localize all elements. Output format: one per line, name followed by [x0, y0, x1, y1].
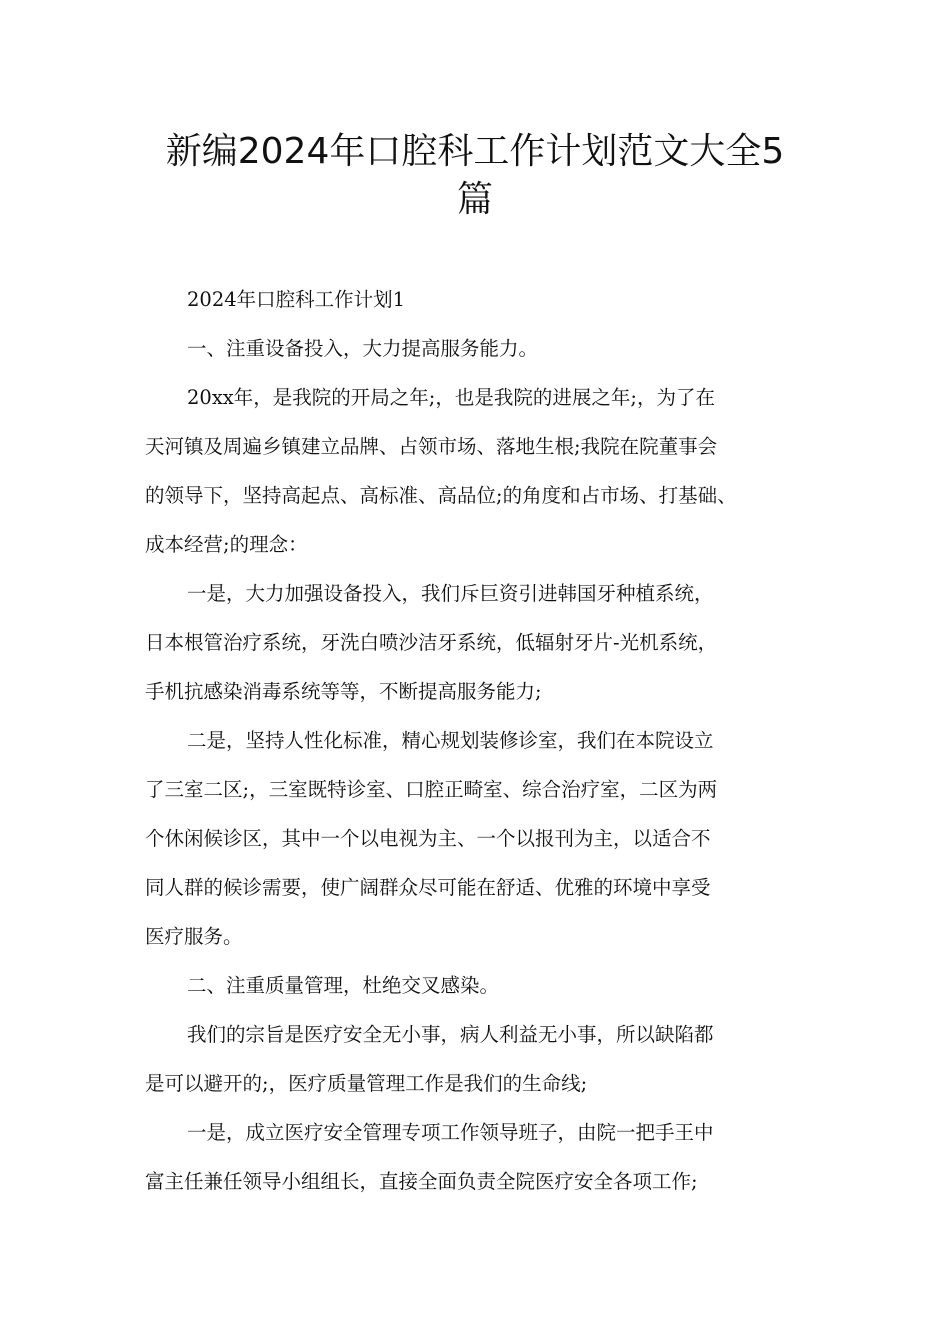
section-heading [145, 288, 825, 312]
paragraph [145, 729, 825, 949]
paragraph [145, 582, 825, 704]
document-body [145, 288, 825, 1219]
text-line: 我们的宗旨是医疗安全无小事，病人利益无小事，所以缺陷都 [187, 1023, 714, 1046]
text-line: 天河镇及周遍乡镇建立品牌、占领市场、落地生根;我院在院董事会 [145, 435, 718, 458]
text-line: 同人群的候诊需要，使广阔群众尽可能在舒适、优雅的环境中享受 [145, 876, 711, 899]
title-line: 篇 [456, 179, 493, 220]
section-heading [145, 974, 825, 998]
text-line: 2024年口腔科工作计划1 [187, 288, 406, 311]
text-line: 二是，坚持人性化标准，精心规划装修诊室，我们在本院设立 [187, 729, 714, 752]
paragraph [145, 1121, 825, 1194]
text-line: 成本经营;的理念： [145, 533, 308, 556]
text-line: 是可以避开的;，医疗质量管理工作是我们的生命线; [145, 1072, 588, 1095]
text-line: 个休闲候诊区，其中一个以电视为主、一个以报刊为主，以适合不 [145, 827, 711, 850]
section-heading [145, 337, 825, 361]
paragraph [145, 386, 825, 557]
text-line: 一是，大力加强设备投入，我们斥巨资引进韩国牙种植系统， [187, 582, 714, 605]
text-line: 富主任兼任领导小组组长，直接全面负责全院医疗安全各项工作; [145, 1170, 698, 1193]
document-title [0, 128, 950, 224]
title-line: 新编2024年口腔科工作计划范文大全5 [165, 131, 785, 172]
text-line: 手机抗感染消毒系统等等，不断提高服务能力; [145, 680, 542, 703]
text-line: 二、注重质量管理，杜绝交叉感染。 [187, 974, 500, 997]
text-line: 的领导下，坚持高起点、高标准、高品位;的角度和占市场、打基础、 [145, 484, 737, 507]
text-line: 一是，成立医疗安全管理专项工作领导班子，由院一把手王中 [187, 1121, 714, 1144]
text-line: 医疗服务。 [145, 925, 243, 948]
paragraph [145, 1023, 825, 1096]
text-line: 日本根管治疗系统，牙洗白喷沙洁牙系统，低辐射牙片-光机系统， [145, 631, 718, 654]
text-line: 一、注重设备投入，大力提高服务能力。 [187, 337, 539, 360]
text-line: 了三室二区;，三室既特诊室、口腔正畸室、综合治疗室，二区为两 [145, 778, 718, 801]
text-line: 20xx年，是我院的开局之年;，也是我院的进展之年;，为了在 [187, 386, 715, 409]
